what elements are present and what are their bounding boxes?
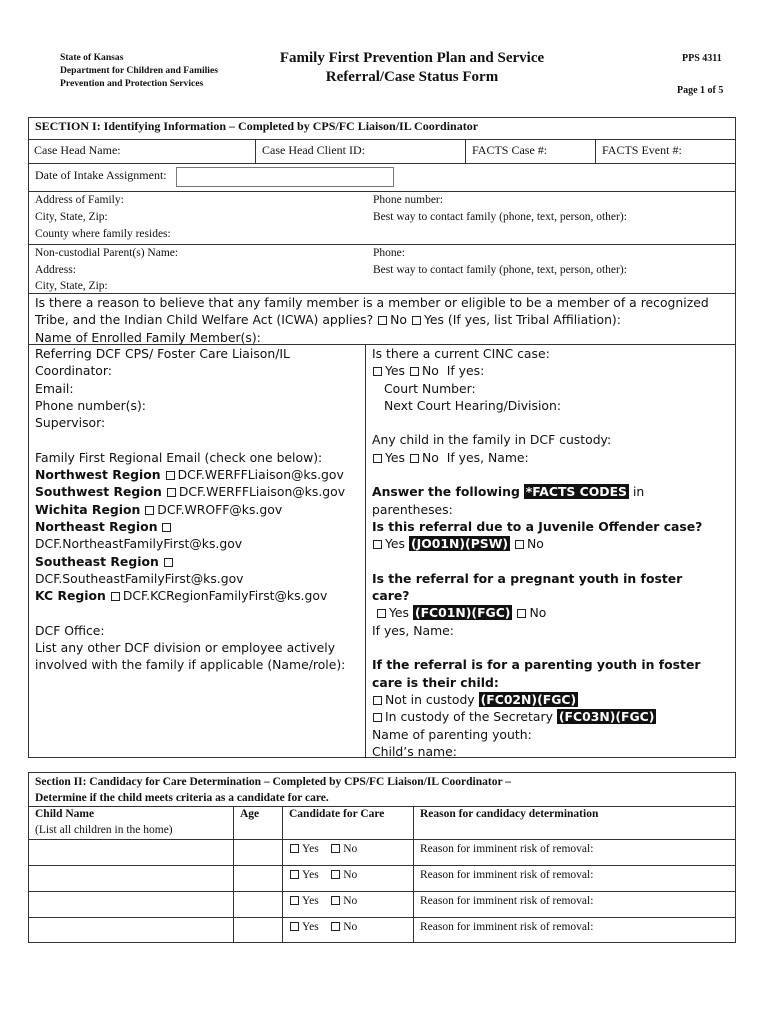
icwa-question: [35, 294, 709, 346]
divider: [28, 139, 736, 140]
form-title-line2: Referral/Case Status Form: [325, 69, 499, 85]
region-northeast-checkbox[interactable]: [162, 523, 171, 532]
parenting-youth-name-field[interactable]: Name of parenting youth:: [372, 726, 532, 742]
region-wichita-email: DCF.WROFF@ks.gov: [157, 501, 283, 517]
icwa-no-label: No: [390, 312, 407, 328]
table-row: [289, 843, 357, 855]
divider: [28, 163, 736, 164]
divider: [413, 806, 414, 943]
region-southeast-email: DCF.SoutheastFamilyFirst@ks.gov: [35, 570, 244, 586]
section2-title-line1: Section II: Candidacy for Care Determination – Completed by CPS/FC Liaison/IL Coordinator –: [35, 776, 511, 788]
custody-no-label: No: [421, 449, 439, 465]
in-custody-label: In custody of the Secretary: [385, 709, 553, 725]
referral-contact-column: [35, 345, 345, 674]
spacer: [35, 431, 345, 448]
noncustodial-address-field[interactable]: Address:: [35, 264, 76, 276]
icwa-line1: Is there a reason to believe that any family member is a member or eligible to be a member of a recognized: [35, 295, 709, 310]
custody-yes-label: Yes: [385, 449, 406, 465]
candidate-no-label: No: [343, 895, 358, 907]
pregnant-no-checkbox[interactable]: [517, 609, 526, 618]
facts-codes-badge: *FACTS CODES: [525, 484, 627, 500]
pregnant-options: [372, 604, 702, 621]
not-in-custody-code-badge: (FC02N)(FGC): [480, 691, 577, 707]
pregnant-question-line2: care?: [372, 588, 410, 604]
cinc-question: Is there a current CINC case:: [372, 346, 550, 361]
spacer: [372, 414, 702, 431]
region-southwest-label: Southwest Region: [35, 484, 162, 500]
jo-code-badge: (JO01N)(PSW): [410, 536, 509, 552]
reason-field[interactable]: Reason for imminent risk of removal:: [420, 869, 594, 881]
pregnant-yes-checkbox[interactable]: [377, 609, 386, 618]
region-northeast-label: Northeast Region: [35, 518, 158, 534]
in-text: in: [632, 484, 645, 500]
reason-field[interactable]: Reason for imminent risk of removal:: [420, 921, 594, 933]
col-age: Age: [240, 808, 260, 820]
agency-header: [60, 51, 218, 90]
pregnant-yes-label: Yes: [388, 605, 409, 621]
region-southwest: [35, 483, 345, 500]
pregnant-code-badge: (FC01N)(FGC): [414, 605, 511, 621]
region-southeast-checkbox[interactable]: [164, 558, 173, 567]
col-child-name-sub: (List all children in the home): [35, 824, 173, 836]
region-wichita: [35, 501, 345, 518]
in-custody-option: [372, 708, 702, 725]
custody-yes-checkbox[interactable]: [373, 454, 382, 463]
region-wichita-label: Wichita Region: [35, 501, 141, 517]
divider: [28, 917, 736, 918]
section1-title: SECTION I: Identifying Information – Completed by CPS/FC Liaison/IL Coordinator: [35, 119, 479, 133]
email-field[interactable]: Email:: [35, 380, 74, 396]
jo-no-label: No: [527, 536, 544, 552]
facts-codes-instruction: [372, 483, 702, 500]
parenting-question-line1: If the referral is for a parenting youth in foster: [372, 657, 701, 673]
candidate-no-label: No: [343, 921, 358, 933]
icwa-line2-text: Tribe, and the Indian Child Welfare Act (ICWA) applies?: [35, 312, 374, 328]
divider: [465, 139, 466, 163]
candidate-yes-checkbox[interactable]: [290, 844, 299, 853]
icwa-yes-label: Yes: [423, 312, 444, 328]
custody-options: [372, 449, 702, 466]
pregnant-name-field[interactable]: If yes, Name:: [372, 622, 454, 638]
divider: [255, 139, 256, 163]
regional-email-heading: Family First Regional Email (check one below):: [35, 449, 323, 465]
divider: [233, 806, 234, 943]
divider: [365, 344, 366, 758]
candidate-yes-checkbox[interactable]: [290, 896, 299, 905]
region-kc: [35, 587, 345, 604]
candidate-yes-label: Yes: [302, 921, 319, 933]
candidate-yes-label: Yes: [302, 869, 319, 881]
referring-coordinator-field[interactable]: Coordinator:: [35, 363, 112, 379]
cinc-yes-checkbox[interactable]: [373, 367, 382, 376]
court-number-field[interactable]: Court Number:: [384, 380, 476, 396]
divider: [28, 244, 736, 245]
division-name: Prevention and Protection Services: [60, 78, 204, 89]
case-head-name-field[interactable]: Case Head Name:: [34, 143, 121, 157]
region-kc-label: KC Region: [35, 588, 106, 604]
spacer: [372, 466, 702, 483]
form-title-line1: Family First Prevention Plan and Service: [279, 50, 545, 66]
form-number: PPS 4311: [682, 53, 722, 64]
facts-event-field[interactable]: FACTS Event #:: [602, 143, 682, 157]
noncustodial-city-field[interactable]: City, State, Zip:: [35, 280, 108, 292]
col-reason: Reason for candidacy determination: [420, 808, 599, 820]
icwa-tribal-affiliation: (If yes, list Tribal Affiliation):: [447, 312, 621, 328]
icwa-yes-checkbox[interactable]: [412, 316, 421, 325]
other-dcf-label-line1: List any other DCF division or employee actively: [35, 640, 336, 656]
candidate-no-checkbox[interactable]: [331, 922, 340, 931]
region-northwest-checkbox[interactable]: [166, 471, 175, 480]
icwa-no-checkbox[interactable]: [378, 316, 387, 325]
not-in-custody-option: [372, 691, 702, 708]
region-northwest-email: DCF.WERFFLiaison@ks.gov: [177, 467, 344, 483]
divider: [28, 839, 736, 840]
cinc-yes-label: Yes: [385, 363, 406, 379]
in-custody-code-badge: (FC03N)(FGC): [558, 709, 655, 725]
next-court-field[interactable]: Next Court Hearing/Division:: [384, 397, 562, 413]
reason-field[interactable]: Reason for imminent risk of removal:: [420, 895, 594, 907]
best-contact-field[interactable]: Best way to contact family (phone, text, person, other):: [373, 211, 627, 223]
pregnant-no-label: No: [529, 605, 547, 621]
other-dcf-field[interactable]: involved with the family if applicable (Name/role):: [35, 657, 346, 673]
noncustodial-contact-field[interactable]: Best way to contact family (phone, text, person, other):: [373, 264, 627, 276]
page-number: Page 1 of 5: [677, 85, 724, 96]
region-wichita-checkbox[interactable]: [145, 506, 154, 515]
department-name: Department for Children and Families: [60, 65, 218, 76]
table-row: [289, 895, 357, 907]
custody-question: Any child in the family in DCF custody:: [372, 432, 612, 448]
parenting-question-line2: care is their child:: [372, 674, 499, 690]
not-in-custody-label: Not in custody: [385, 691, 475, 707]
family-address-field[interactable]: Address of Family:: [35, 194, 124, 206]
county-field[interactable]: County where family resides:: [35, 228, 171, 240]
region-northeast-email: DCF.NortheastFamilyFirst@ks.gov: [35, 536, 243, 552]
case-status-column: [372, 345, 702, 760]
region-northeast: [35, 518, 345, 535]
icwa-line2: [35, 311, 709, 328]
phone-number-field[interactable]: Phone number:: [373, 194, 443, 206]
child-name-field[interactable]: Child’s name:: [372, 743, 457, 759]
divider: [28, 865, 736, 866]
section2-title-line2: Determine if the child meets criteria as a candidate for care.: [35, 792, 329, 804]
case-head-client-id-field[interactable]: Case Head Client ID:: [262, 143, 365, 157]
state-name: State of Kansas: [60, 52, 124, 63]
jo-question: Is this referral due to a Juvenile Offender case?: [372, 518, 703, 534]
answer-following-text: Answer the following: [372, 484, 520, 500]
divider: [282, 806, 283, 943]
parentheses-text: parentheses:: [372, 501, 453, 517]
region-kc-email: DCF.KCRegionFamilyFirst@ks.gov: [122, 588, 328, 604]
cinc-no-label: No: [421, 363, 439, 379]
col-child-name: Child Name: [35, 808, 95, 820]
noncustodial-name-field[interactable]: Non-custodial Parent(s) Name:: [35, 247, 179, 259]
divider: [28, 191, 736, 192]
table-row: [289, 921, 357, 933]
candidate-yes-checkbox[interactable]: [290, 922, 299, 931]
spacer: [372, 553, 702, 570]
cinc-if-yes: If yes:: [446, 363, 485, 379]
cinc-options: [372, 362, 702, 379]
candidate-no-checkbox[interactable]: [331, 870, 340, 879]
jo-yes-label: Yes: [385, 536, 406, 552]
candidate-no-checkbox[interactable]: [331, 844, 340, 853]
divider: [595, 139, 596, 163]
jo-yes-checkbox[interactable]: [373, 540, 382, 549]
spacer: [372, 639, 702, 656]
spacer: [35, 604, 345, 621]
region-southeast: [35, 553, 345, 570]
enrolled-member-field[interactable]: Name of Enrolled Family Member(s):: [35, 329, 261, 345]
candidate-yes-label: Yes: [302, 843, 319, 855]
table-row: [289, 869, 357, 881]
region-southwest-checkbox[interactable]: [167, 488, 176, 497]
referring-label-line1: Referring DCF CPS/ Foster Care Liaison/IL: [35, 346, 290, 361]
not-in-custody-checkbox[interactable]: [373, 696, 382, 705]
supervisor-field[interactable]: Supervisor:: [35, 415, 106, 431]
cinc-no-checkbox[interactable]: [410, 367, 419, 376]
region-southwest-email: DCF.WERFFLiaison@ks.gov: [178, 484, 346, 500]
dcf-office-field[interactable]: DCF Office:: [35, 622, 105, 638]
city-state-zip-field[interactable]: City, State, Zip:: [35, 211, 108, 223]
candidate-yes-checkbox[interactable]: [290, 870, 299, 879]
intake-date-input[interactable]: [176, 167, 394, 187]
form-title: [200, 49, 624, 87]
region-kc-checkbox[interactable]: [111, 592, 120, 601]
noncustodial-phone-field[interactable]: Phone:: [373, 247, 405, 259]
phone-numbers-field[interactable]: Phone number(s):: [35, 397, 146, 413]
region-northwest-label: Northwest Region: [35, 467, 161, 483]
region-southeast-label: Southeast Region: [35, 553, 159, 569]
pregnant-question-line1: Is the referral for a pregnant youth in foster: [372, 570, 683, 586]
intake-date-label: Date of Intake Assignment:: [35, 168, 167, 182]
jo-options: [372, 535, 702, 552]
custody-no-checkbox[interactable]: [410, 454, 419, 463]
candidate-no-label: No: [343, 843, 358, 855]
reason-field[interactable]: Reason for imminent risk of removal:: [420, 843, 594, 855]
custody-name-field[interactable]: If yes, Name:: [446, 449, 529, 465]
region-northwest: [35, 466, 345, 483]
divider: [28, 806, 736, 807]
col-candidate: Candidate for Care: [289, 808, 385, 820]
jo-no-checkbox[interactable]: [515, 540, 524, 549]
candidate-no-checkbox[interactable]: [331, 896, 340, 905]
facts-case-field[interactable]: FACTS Case #:: [472, 143, 548, 157]
in-custody-checkbox[interactable]: [373, 713, 382, 722]
candidate-yes-label: Yes: [302, 895, 319, 907]
candidate-no-label: No: [343, 869, 358, 881]
divider: [28, 891, 736, 892]
